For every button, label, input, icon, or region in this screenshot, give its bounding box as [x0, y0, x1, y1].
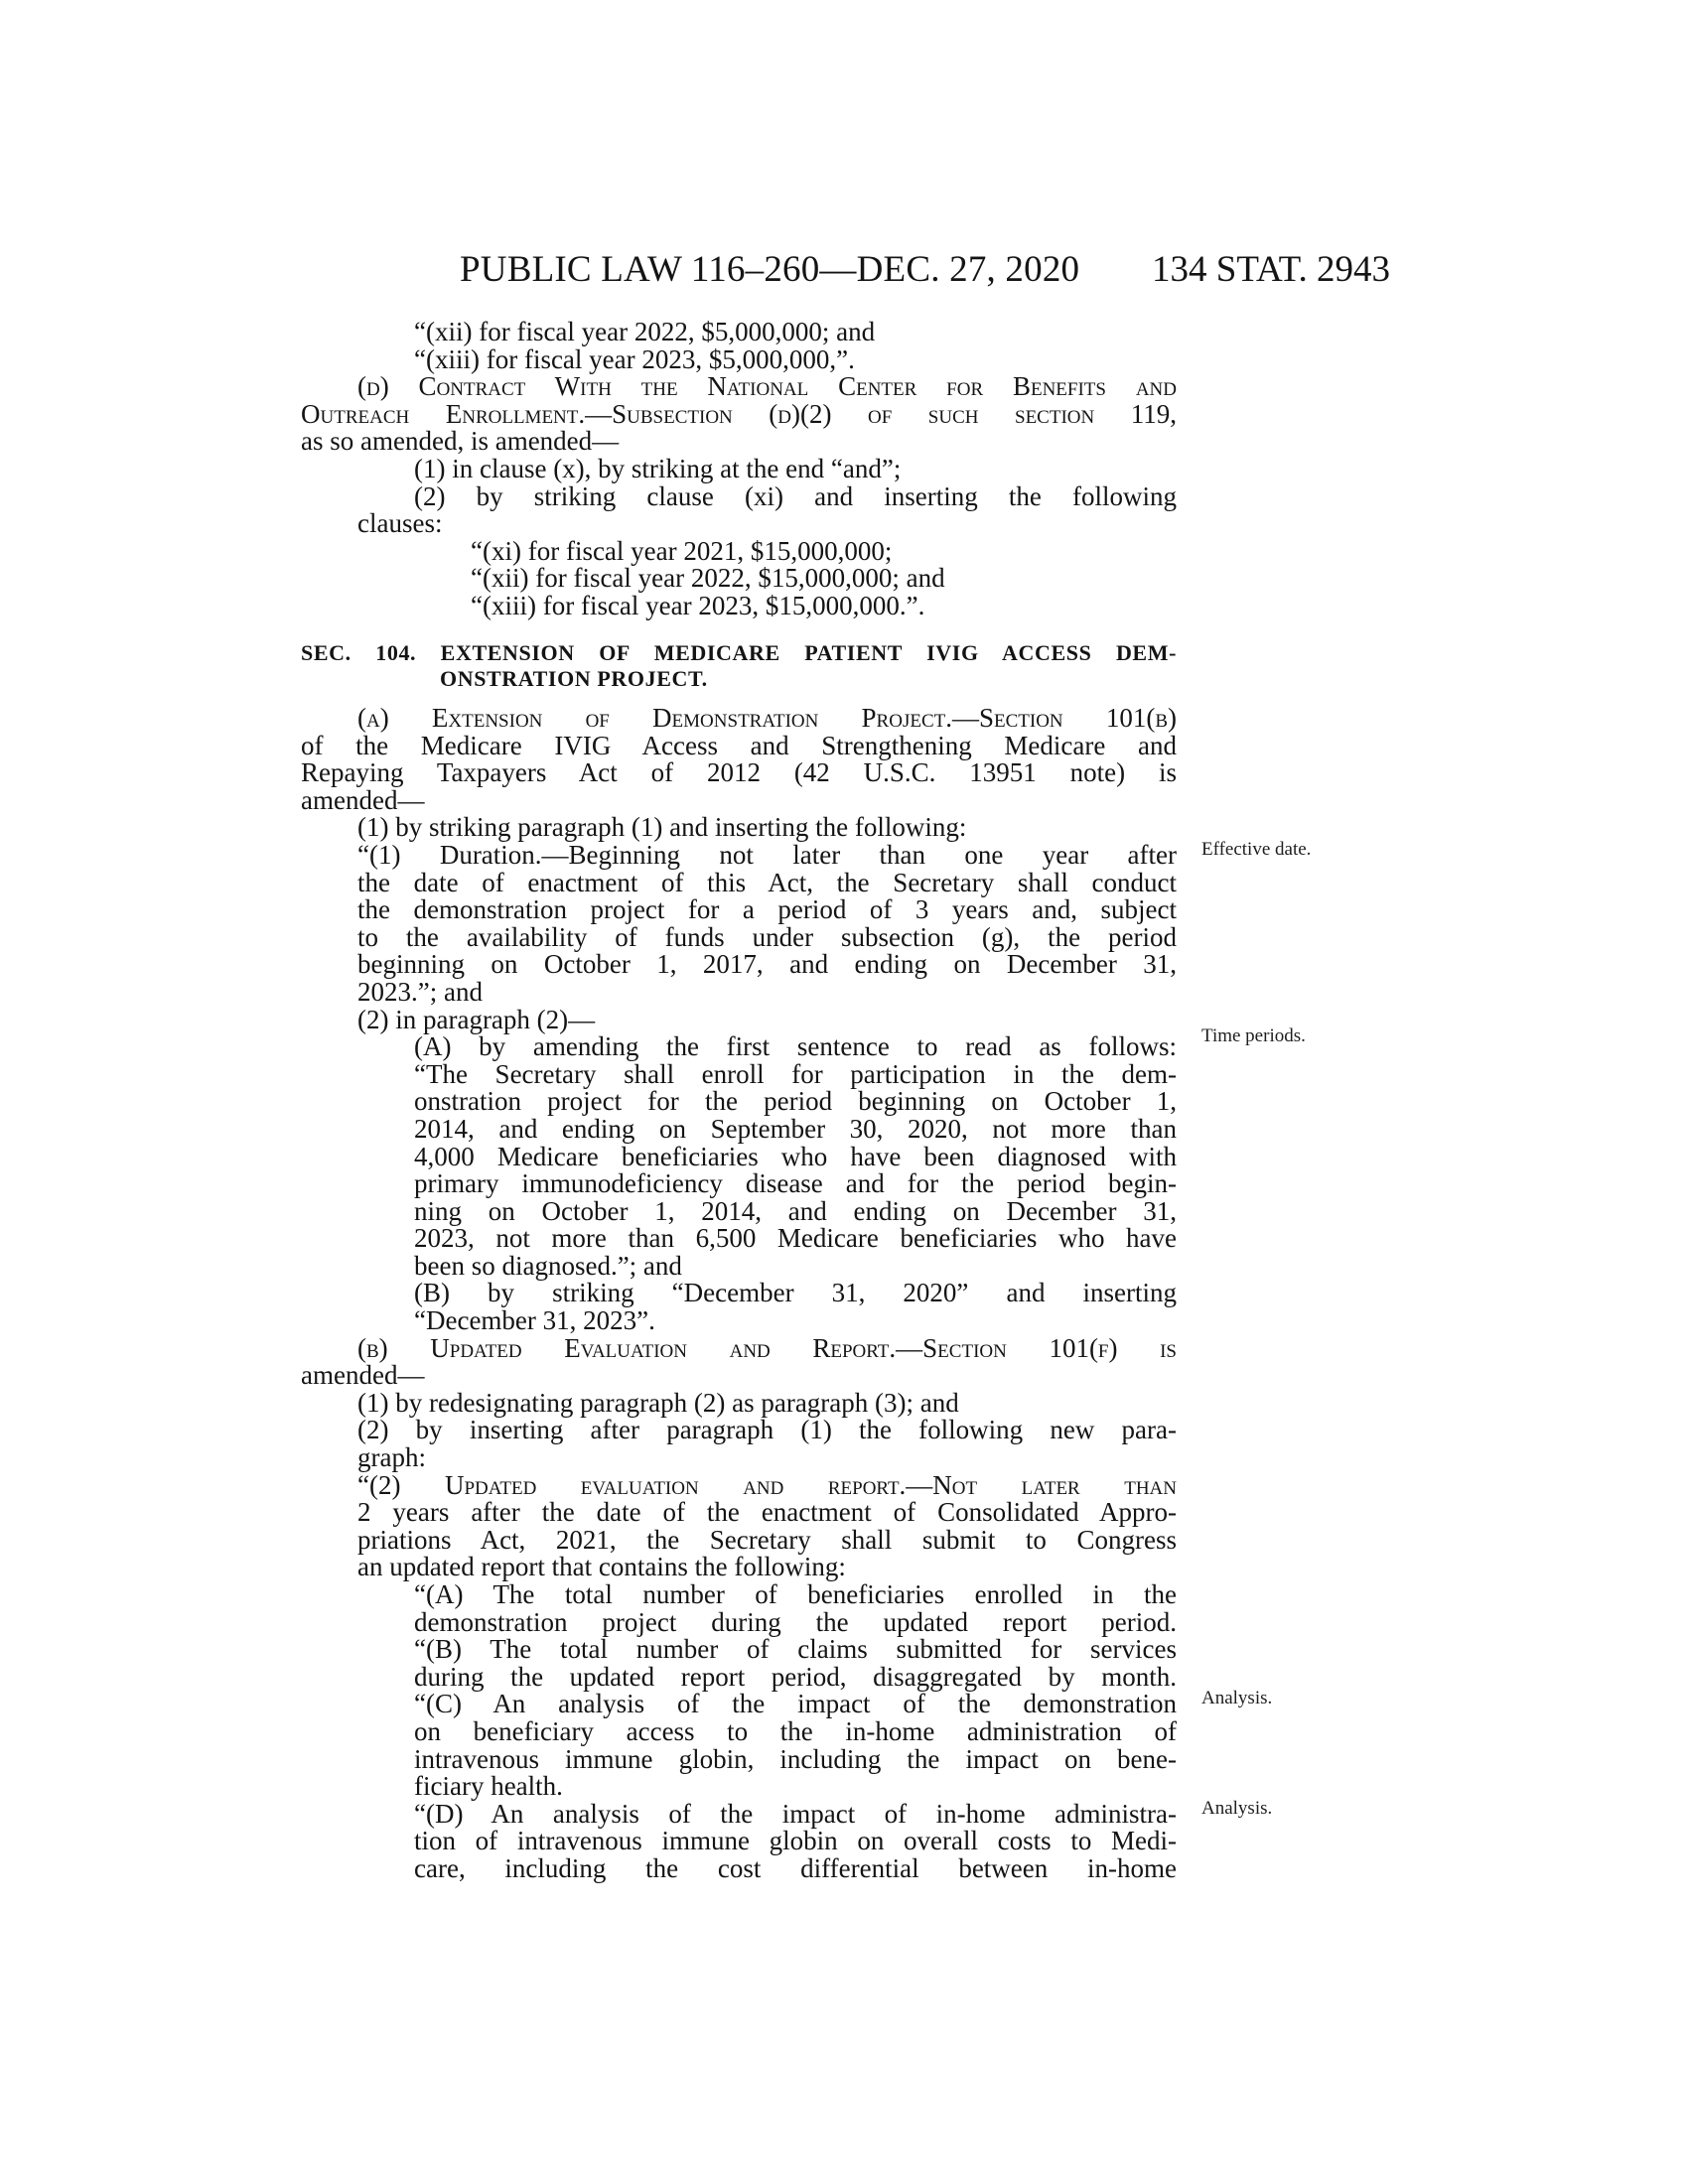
text-line: “(xi) for fiscal year 2021, $15,000,000; — [471, 535, 893, 566]
text-line: to the availability of funds under subsection (g), the period — [357, 921, 1177, 952]
text-line: priations Act, 2021, the Secretary shall submit to Congress — [357, 1524, 1177, 1555]
text-line: an updated report that contains the following: — [357, 1552, 846, 1582]
text-line: care, including the cost differential between in-home — [414, 1852, 1177, 1883]
text-line: (2) by inserting after paragraph (1) the following new para- — [357, 1415, 1177, 1445]
text-line: clauses: — [357, 508, 443, 539]
text-line: of the Medicare IVIG Access and Strengthening Medicare and — [301, 730, 1177, 760]
text-line: (A) by amending the first sentence to read as follows: — [414, 1031, 1177, 1062]
text-line: (a) Extension of Demonstration Project.—Section 101(b) — [357, 703, 1177, 733]
text-line: beginning on October 1, 2017, and ending on December 31, — [357, 949, 1177, 980]
section-heading-line: SEC. 104. EXTENSION OF MEDICARE PATIENT IVIG ACCESS DEM- — [301, 640, 1177, 665]
text-line: (1) in clause (x), by striking at the end “and”; — [414, 453, 902, 483]
text-line: 2023, not more than 6,500 Medicare beneficiaries who have — [414, 1223, 1177, 1254]
text-line: Outreach Enrollment.—Subsection (d)(2) of such section 119, — [301, 398, 1177, 429]
text-line: (B) by striking “December 31, 2020” and inserting — [414, 1278, 1177, 1308]
margin-note-analysis: Analysis. — [1201, 1798, 1273, 1819]
text-line: “(xii) for fiscal year 2022, $15,000,000; and — [471, 563, 945, 594]
text-line: the demonstration project for a period of 3 years and, subject — [357, 894, 1177, 925]
text-line: 2023.”; and — [357, 976, 483, 1007]
text-line: amended— — [301, 784, 425, 815]
text-line: (2) in paragraph (2)— — [357, 1004, 596, 1034]
text-line: (2) by striking clause (xi) and inserting the following — [414, 480, 1177, 511]
text-line: during the updated report period, disaggregated by month. — [414, 1661, 1177, 1692]
margin-note-time-periods: Time periods. — [1201, 1025, 1306, 1046]
text-line: 2014, and ending on September 30, 2020, not more than — [414, 1113, 1177, 1144]
text-line: demonstration project during the updated report period. — [414, 1606, 1177, 1637]
page-reference: 134 STAT. 2943 — [1152, 249, 1390, 290]
text-line: (1) by striking paragraph (1) and inserting the following: — [357, 812, 967, 843]
text-line: “(B) The total number of claims submitted for services — [414, 1634, 1177, 1665]
text-line: “December 31, 2023”. — [414, 1305, 655, 1336]
text-line: the date of enactment of this Act, the Secretary shall conduct — [357, 867, 1177, 897]
margin-note-effective-date: Effective date. — [1201, 839, 1312, 860]
text-line: graph: — [357, 1442, 426, 1473]
body-text-block-2 — [301, 705, 1177, 1883]
text-line: tion of intravenous immune globin on overall costs to Medi- — [414, 1826, 1177, 1856]
text-line: “(2) Updated evaluation and report.—Not later than — [357, 1469, 1177, 1500]
text-line: ning on October 1, 2014, and ending on December 31, — [414, 1195, 1177, 1226]
body-text-block-1 — [301, 319, 1177, 620]
text-line: (1) by redesignating paragraph (2) as paragraph (3); and — [357, 1387, 959, 1418]
text-line: amended— — [301, 1360, 425, 1391]
section-heading — [301, 640, 1177, 692]
text-line: “(1) Duration.—Beginning not later than one year after — [357, 839, 1177, 870]
text-line: “(xiii) for fiscal year 2023, $5,000,000,”. — [414, 343, 855, 374]
text-line: (b) Updated Evaluation and Report.—Section 101(f) is — [357, 1332, 1177, 1363]
text-line: intravenous immune globin, including the impact on bene- — [414, 1743, 1177, 1774]
running-head-title: PUBLIC LAW 116–260—DEC. 27, 2020 — [460, 249, 1080, 290]
margin-note-analysis: Analysis. — [1201, 1688, 1273, 1708]
text-line: 4,000 Medicare beneficiaries who have been diagnosed with — [414, 1141, 1177, 1171]
text-line: onstration project for the period beginning on October 1, — [414, 1086, 1177, 1117]
text-line: ficiary health. — [414, 1771, 563, 1802]
text-line: primary immunodeficiency disease and for the period begin- — [414, 1168, 1177, 1199]
text-line: “(A) The total number of beneficiaries enrolled in the — [414, 1579, 1177, 1609]
text-line: as so amended, is amended— — [301, 426, 620, 457]
text-line: 2 years after the date of the enactment of Consolidated Appro- — [357, 1497, 1177, 1528]
text-line: “(xiii) for fiscal year 2023, $15,000,000.”. — [471, 590, 925, 620]
text-line: Repaying Taxpayers Act of 2012 (42 U.S.C. 13951 note) is — [301, 757, 1177, 788]
text-line: “(D) An analysis of the impact of in-home administra- — [414, 1798, 1177, 1829]
text-line: on beneficiary access to the in-home administration of — [414, 1715, 1177, 1746]
text-line: (d) Contract With the National Center for Benefits and — [357, 371, 1177, 402]
section-heading-line: ONSTRATION PROJECT. — [440, 666, 708, 691]
text-line: “The Secretary shall enroll for participation in the dem- — [414, 1058, 1177, 1089]
text-line: “(C) An analysis of the impact of the demonstration — [414, 1689, 1177, 1719]
text-line: been so diagnosed.”; and — [414, 1250, 682, 1281]
text-line: “(xii) for fiscal year 2022, $5,000,000; and — [414, 317, 876, 346]
